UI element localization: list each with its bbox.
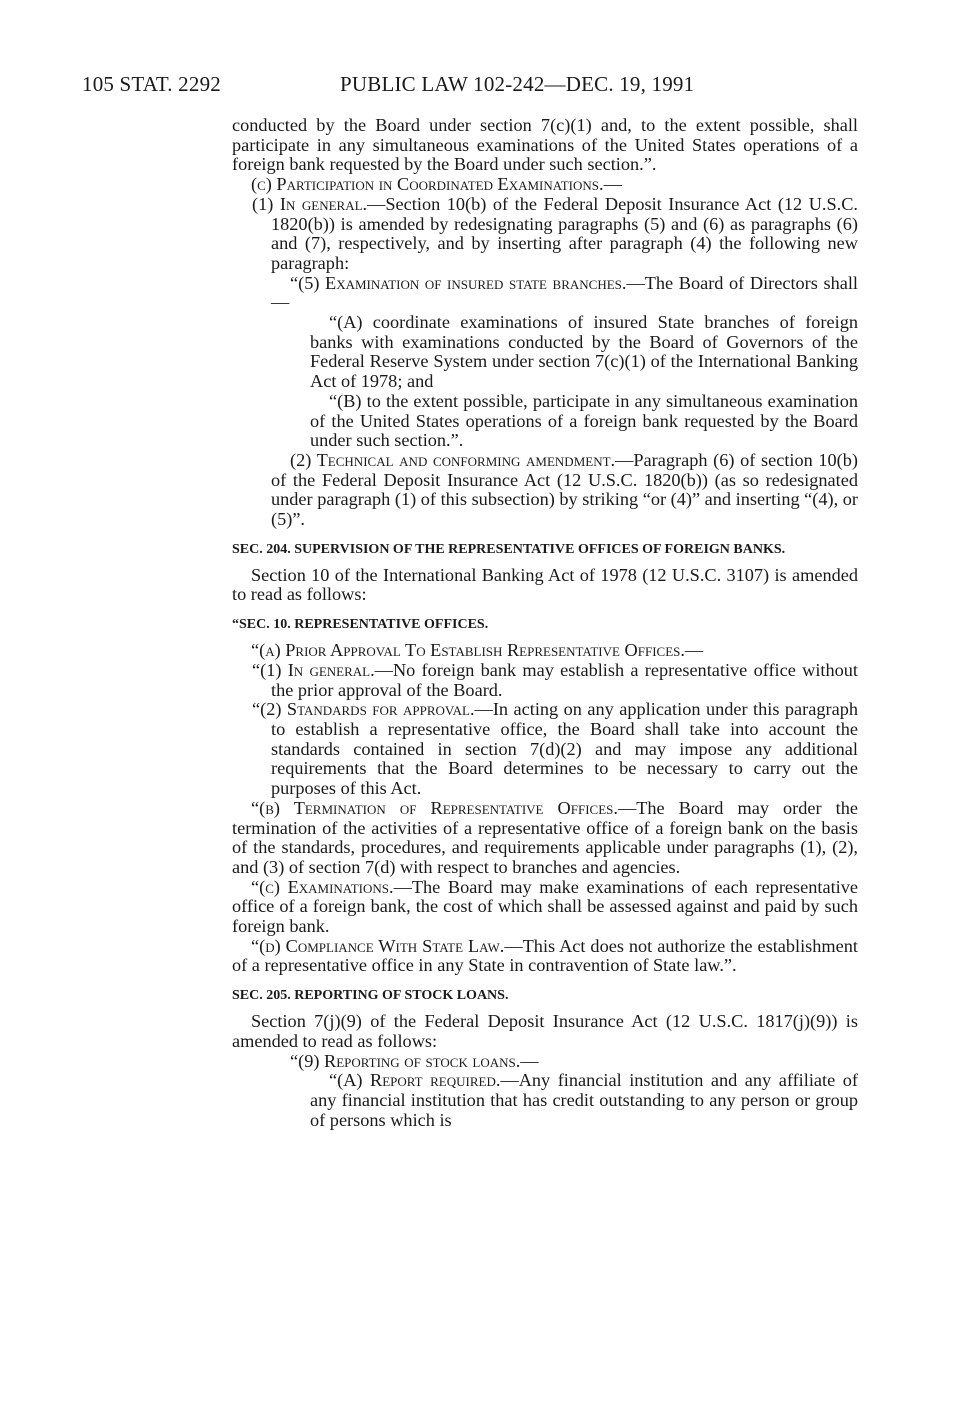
paragraph-1-text: —Section 10(b) of the Federal Deposit Insurance Act (12 U.S.C. 1820(b)) is amended by redesignating paragraphs (5) and (6) as paragraphs (6) and (7), respectively, and by inserting after paragraph (4) the following new paragraph: bbox=[271, 193, 858, 273]
law-text-body bbox=[232, 116, 858, 1130]
stat-page-number: 105 STAT. 2292 bbox=[82, 72, 221, 96]
paragraph-2-text: —Paragraph (6) of section 10(b) of the Federal Deposit Insurance Act (12 U.S.C. 1820(b)) (as so redesignated under paragraph (1) of this subsection) by striking “or (4)” and inserting “(4), or (5)”. bbox=[271, 449, 858, 530]
subsection-d-text: —This Act does not authorize the establishment of a representative office in any State in contravention of State law.”. bbox=[232, 935, 858, 976]
public-law-citation: PUBLIC LAW 102-242—DEC. 19, 1991 bbox=[340, 72, 695, 96]
clause-a-report-heading: “(A) Report required. bbox=[329, 1070, 501, 1091]
paragraph-a1-general bbox=[232, 661, 858, 700]
paragraph-continuation: conducted by the Board under section 7(c)(1) and, to the extent possible, shall participate in any simultaneous examinations of the United States operations of a foreign bank requested by the Board under such section.”. bbox=[232, 115, 858, 175]
section-204-heading: SEC. 204. SUPERVISION OF THE REPRESENTATIVE OFFICES OF FOREIGN BANKS. bbox=[232, 541, 786, 557]
subsection-b-heading: “(b) Termination of Representative Offices. bbox=[251, 797, 618, 818]
clause-a-report bbox=[232, 1071, 858, 1130]
subsection-c-exam-text: —The Board may make examinations of each representative office of a foreign bank, the cost of which shall be assessed against and paid by such foreign bank. bbox=[232, 876, 858, 937]
section-205-heading: SEC. 205. REPORTING OF STOCK LOANS. bbox=[232, 988, 509, 1004]
paragraph-1-heading: (1) In general. bbox=[252, 193, 368, 214]
paragraph-a2-heading: “(2) Standards for approval. bbox=[252, 699, 475, 720]
subsection-b-text: —The Board may order the termination of the activities of a representative office of a foreign bank on the basis of the standards, procedures, and requirements applicable under paragraphs (1), (2), and (3) of section 7(d) with respect to branches and agencies. bbox=[232, 797, 859, 877]
section-204-text: Section 10 of the International Banking Act of 1978 (12 U.S.C. 3107) is amended to read as follows: bbox=[232, 564, 858, 605]
paragraph-a1-text: —No foreign bank may establish a representative office without the prior approval of the Board. bbox=[271, 659, 858, 700]
section-10-heading: “SEC. 10. REPRESENTATIVE OFFICES. bbox=[232, 617, 489, 633]
section-205-text: Section 7(j)(9) of the Federal Deposit Insurance Act (12 U.S.C. 1817(j)(9)) is amended to read as follows: bbox=[232, 1011, 858, 1051]
paragraph-5-examination bbox=[232, 274, 858, 313]
clause-a-coordinate: “(A) coordinate examinations of insured State branches of foreign banks with examinations conducted by the Board of Governors of the Federal Reserve System under section 7(c)(1) of the International Banking Act of 1978; and bbox=[310, 312, 858, 392]
subsection-c-exam-heading: “(c) Examinations. bbox=[251, 876, 394, 897]
paragraph-5-text: —The Board of Directors shall— bbox=[271, 272, 859, 313]
subsection-a-heading: “(a) Prior Approval To Establish Representative Offices.— bbox=[251, 640, 704, 661]
page-header bbox=[82, 72, 694, 97]
subsection-d-heading: “(d) Compliance With State Law. bbox=[251, 935, 505, 956]
paragraph-5-heading: “(5) Examination of insured state branches. bbox=[290, 272, 627, 293]
clause-b-participate: “(B) to the extent possible, participate in any simultaneous examination of the United States operations of a foreign bank requested by the Board under such section.”. bbox=[310, 390, 858, 451]
paragraph-a2-standards bbox=[232, 700, 858, 799]
paragraph-a1-heading: “(1) In general. bbox=[252, 659, 375, 680]
paragraph-2-heading: (2) Technical and conforming amendment. bbox=[290, 449, 616, 470]
paragraph-1-general bbox=[232, 195, 858, 274]
paragraph-2-technical bbox=[232, 451, 858, 530]
paragraph-9-heading: “(9) Reporting of stock loans.— bbox=[290, 1050, 539, 1071]
clause-a-report-text: —Any financial institution and any affiliate of any financial institution that has credit outstanding to any person or group of persons which is bbox=[310, 1070, 858, 1130]
subsection-c-examinations bbox=[232, 878, 858, 937]
paragraph-a2-text: —In acting on any application under this paragraph to establish a representative office, the Board shall take into account the standards contained in section 7(d)(2) and may impose any additional requirements that the Board determines to be necessary to carry out the purposes of this Act. bbox=[271, 699, 858, 799]
subsection-b-termination bbox=[232, 799, 858, 878]
subsection-d-compliance bbox=[232, 937, 858, 976]
subsection-c-heading: (c) Participation in Coordinated Examinations.— bbox=[251, 174, 622, 195]
